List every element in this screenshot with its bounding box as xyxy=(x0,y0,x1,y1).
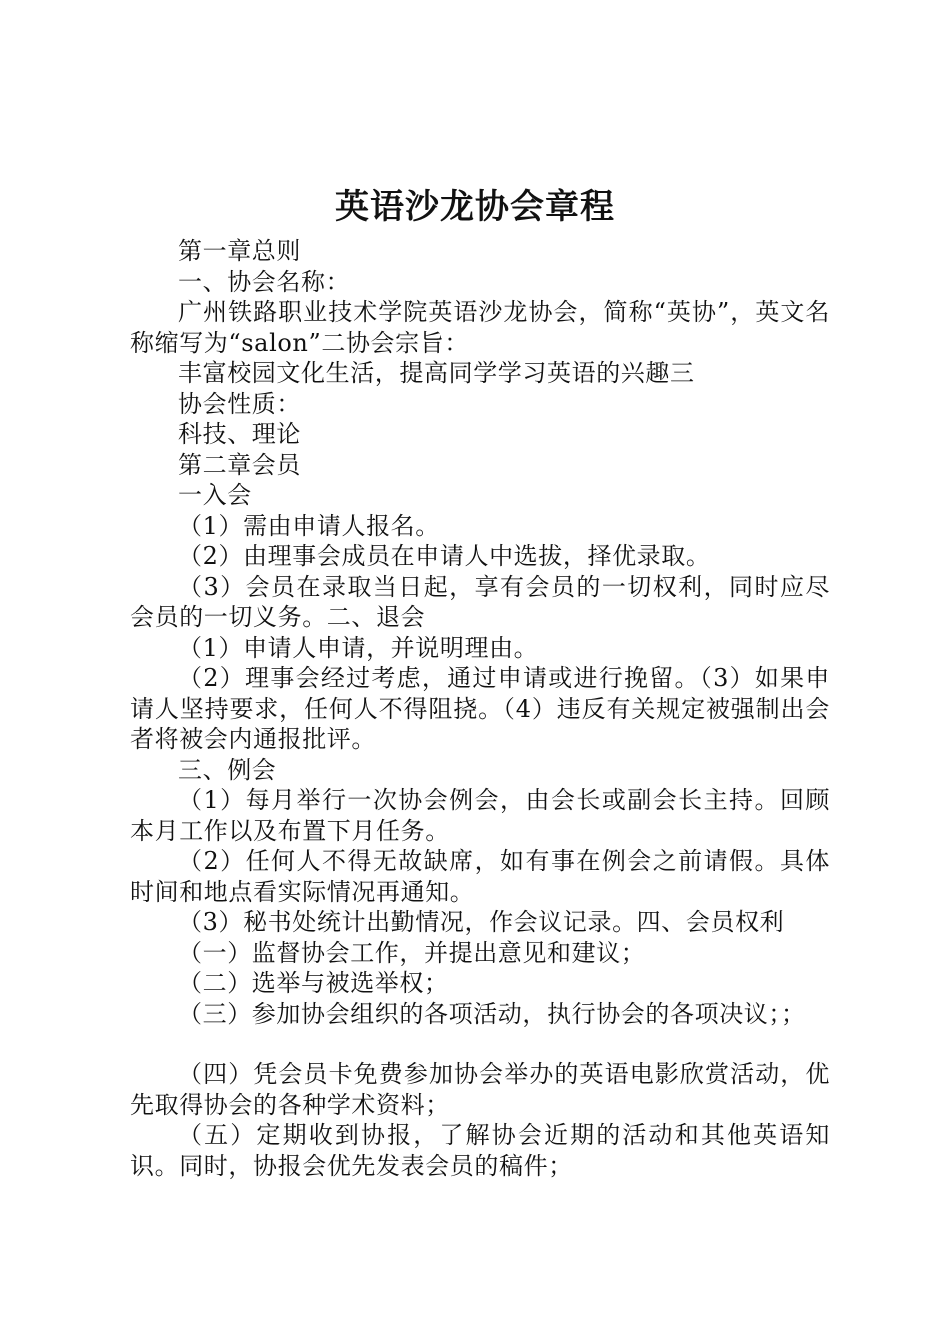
document-body xyxy=(130,236,830,1181)
chapter-heading: 第一章总则 xyxy=(178,237,301,265)
list-item: （三）参加协会组织的各项活动，执行协会的各项决议；； xyxy=(178,999,806,1028)
list-item: （3）秘书处统计出勤情况，作会议记录。四、会员权利 xyxy=(178,908,785,936)
paragraph: 广州铁路职业技术学院英语沙龙协会，简称“英协”，英文名称缩写为“salon”二协会宗旨： xyxy=(130,298,830,357)
document-title: 英语沙龙协会章程 xyxy=(335,187,615,227)
list-item: （3）会员在录取当日起，享有会员的一切权利，同时应尽会员的一切义务。二、退会 xyxy=(130,572,830,631)
list-item: （一）监督协会工作，并提出意见和建议； xyxy=(178,938,646,967)
paragraph: 丰富校园文化生活，提高同学学习英语的兴趣三 xyxy=(178,359,695,387)
list-item: （2）由理事会成员在申请人中选拔，择优录取。 xyxy=(178,542,711,570)
section-heading: 一入会 xyxy=(178,481,252,509)
paragraph: 科技、理论 xyxy=(178,420,301,448)
section-heading: 协会性质： xyxy=(178,389,301,418)
list-item: （1）每月举行一次协会例会，由会长或副会长主持。回顾本月工作以及布置下月任务。 xyxy=(130,786,830,845)
list-item: （1）申请人申请，并说明理由。 xyxy=(178,633,539,662)
section-heading: 一、协会名称： xyxy=(178,267,351,296)
section-heading: 三、例会 xyxy=(178,755,277,784)
chapter-heading: 第二章会员 xyxy=(178,450,301,479)
spacer xyxy=(130,1029,830,1059)
list-item: （2）任何人不得无故缺席，如有事在例会之前请假。具体时间和地点看实际情况再通知。 xyxy=(130,847,830,906)
list-item: （二）选举与被选举权； xyxy=(178,969,449,997)
list-item: （2）理事会经过考虑，通过申请或进行挽留。（3）如果申请人坚持要求，任何人不得阻挠。（4）违反有关规定被强制出会者将被会内通报批评。 xyxy=(130,664,830,753)
list-item: （1）需由申请人报名。 xyxy=(178,511,440,540)
list-item: （五）定期收到协报，了解协会近期的活动和其他英语知识。同时，协报会优先发表会员的稿件； xyxy=(130,1121,830,1180)
list-item: （四）凭会员卡免费参加协会举办的英语电影欣赏活动，优先取得协会的各种学术资料； xyxy=(130,1060,830,1119)
